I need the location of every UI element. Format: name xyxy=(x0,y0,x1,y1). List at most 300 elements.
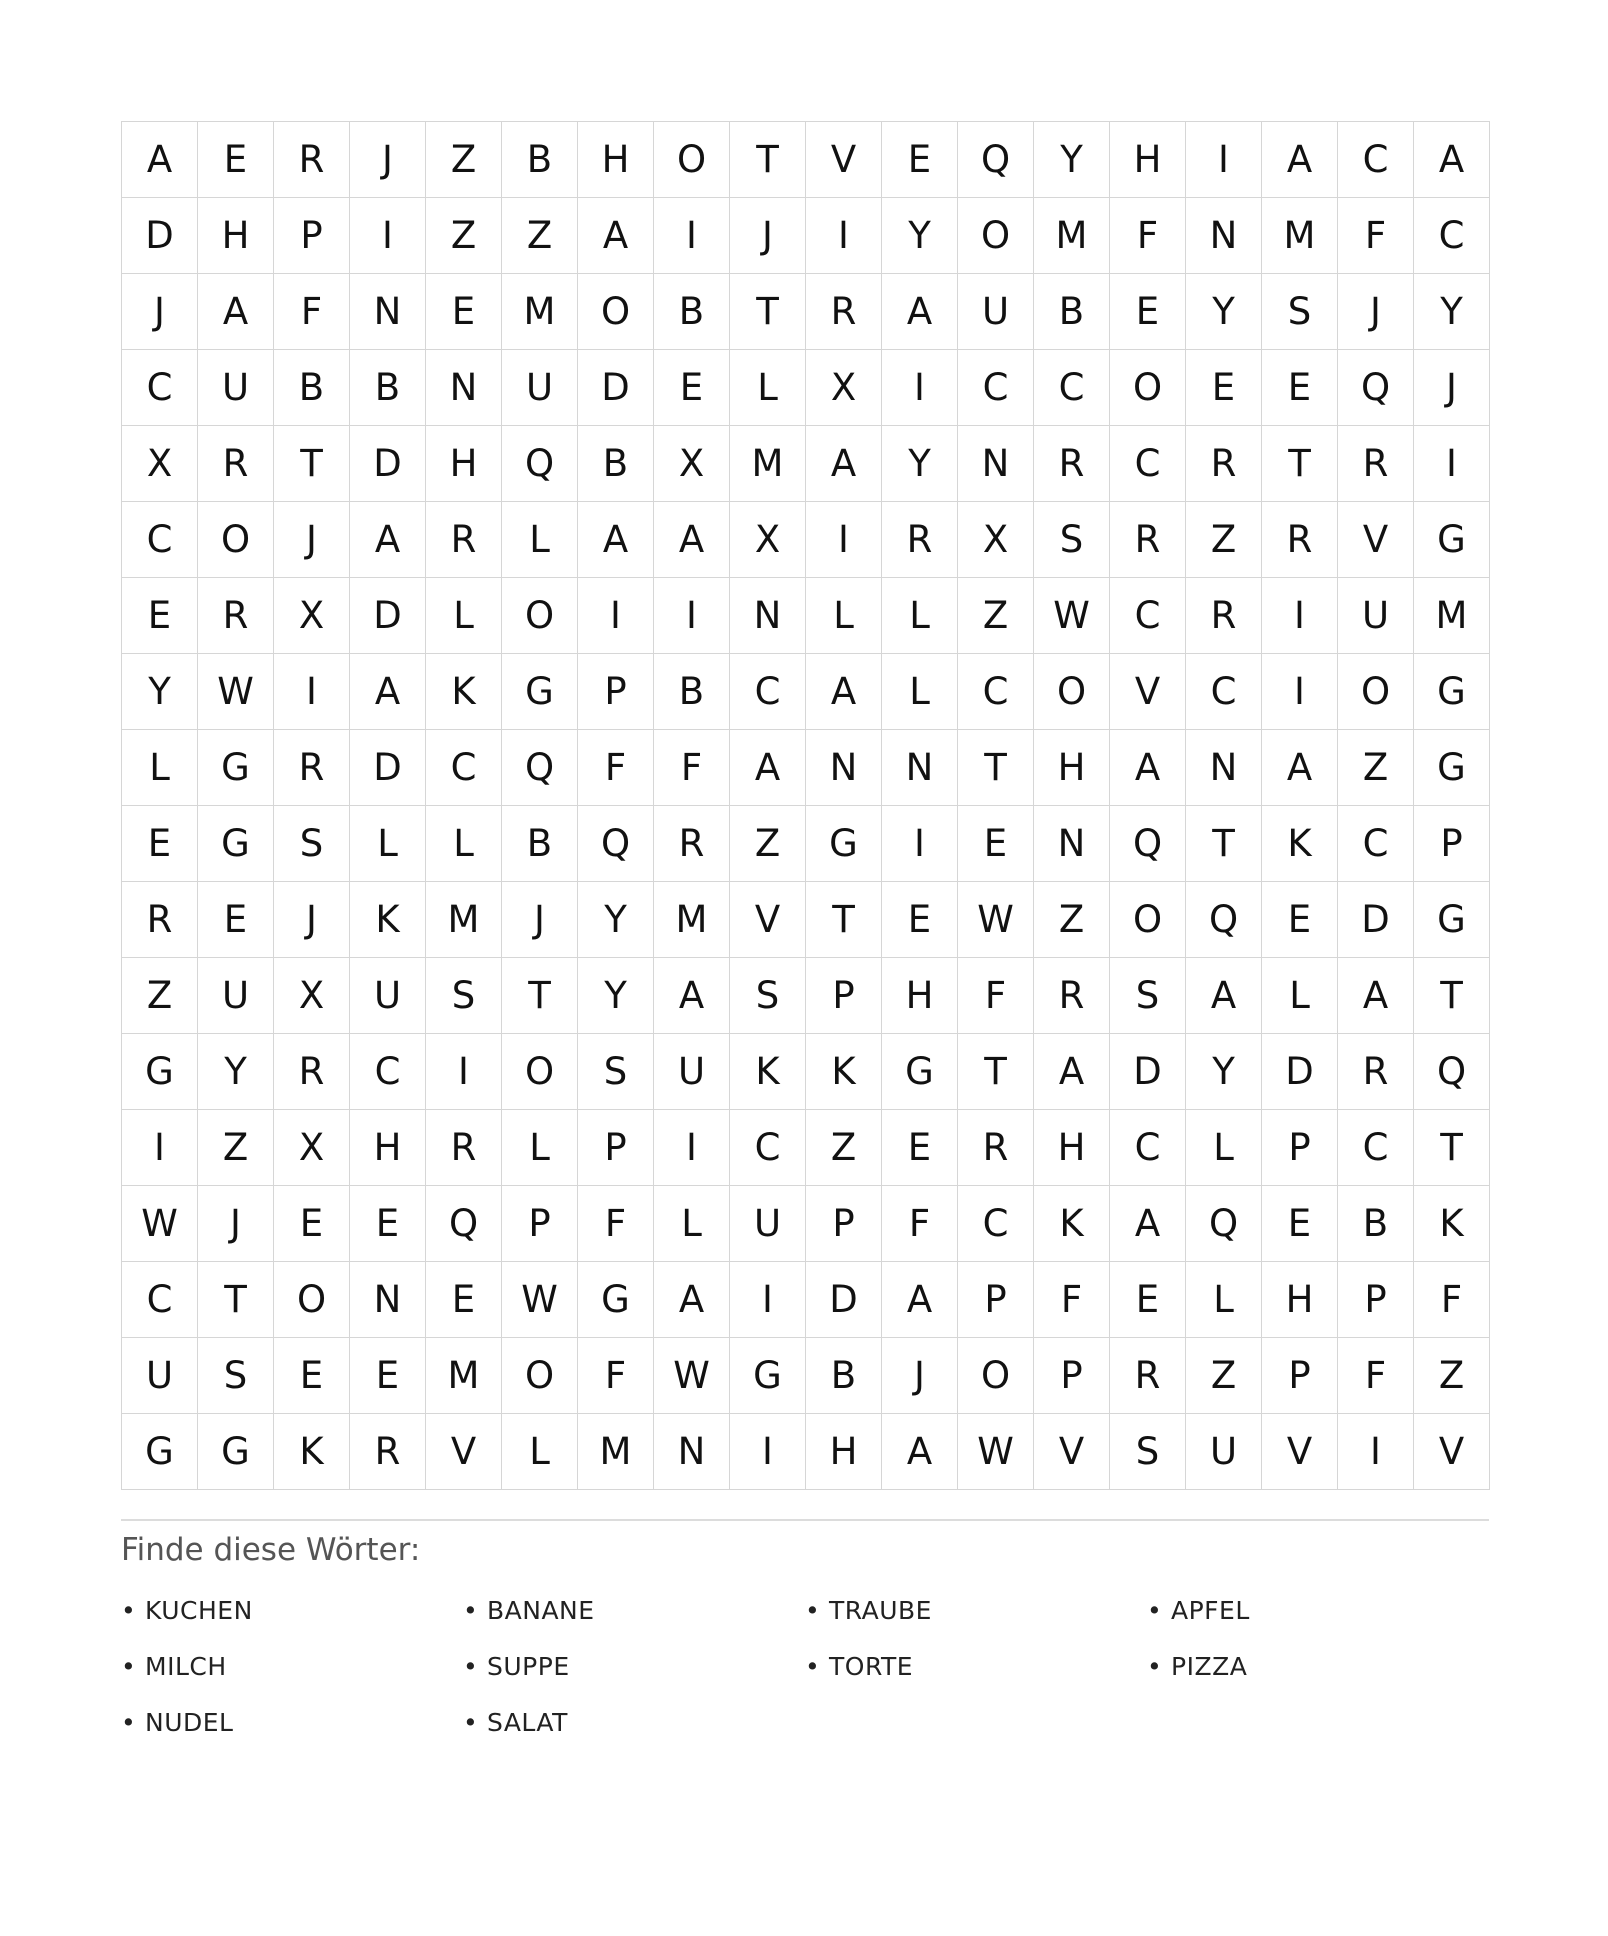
grid-cell[interactable]: Y xyxy=(122,654,198,730)
grid-cell[interactable]: A xyxy=(654,958,730,1034)
grid-cell[interactable]: R xyxy=(1034,958,1110,1034)
grid-cell[interactable]: V xyxy=(730,882,806,958)
grid-cell[interactable]: N xyxy=(1186,198,1262,274)
grid-cell[interactable]: C xyxy=(350,1034,426,1110)
grid-cell[interactable]: T xyxy=(274,426,350,502)
grid-cell[interactable]: G xyxy=(122,1414,198,1490)
grid-cell[interactable]: C xyxy=(1034,350,1110,426)
grid-cell[interactable]: X xyxy=(274,1110,350,1186)
grid-cell[interactable]: G xyxy=(502,654,578,730)
grid-cell[interactable]: Y xyxy=(1034,122,1110,198)
grid-cell[interactable]: A xyxy=(350,654,426,730)
grid-cell[interactable]: L xyxy=(1186,1110,1262,1186)
grid-cell[interactable]: N xyxy=(806,730,882,806)
grid-cell[interactable]: A xyxy=(122,122,198,198)
grid-cell[interactable]: I xyxy=(654,578,730,654)
grid-cell[interactable]: C xyxy=(1110,1110,1186,1186)
grid-cell[interactable]: M xyxy=(1034,198,1110,274)
grid-cell[interactable]: G xyxy=(198,806,274,882)
grid-cell[interactable]: E xyxy=(882,882,958,958)
grid-cell[interactable]: I xyxy=(730,1414,806,1490)
grid-cell[interactable]: F xyxy=(1034,1262,1110,1338)
grid-cell[interactable]: P xyxy=(578,1110,654,1186)
grid-cell[interactable]: R xyxy=(806,274,882,350)
grid-cell[interactable]: B xyxy=(1034,274,1110,350)
grid-cell[interactable]: C xyxy=(730,1110,806,1186)
grid-cell[interactable]: T xyxy=(502,958,578,1034)
grid-cell[interactable]: Y xyxy=(578,882,654,958)
grid-cell[interactable]: R xyxy=(1186,578,1262,654)
grid-cell[interactable]: Z xyxy=(122,958,198,1034)
grid-cell[interactable]: J xyxy=(882,1338,958,1414)
grid-cell[interactable]: C xyxy=(1110,426,1186,502)
grid-cell[interactable]: X xyxy=(122,426,198,502)
grid-cell[interactable]: R xyxy=(198,426,274,502)
grid-cell[interactable]: H xyxy=(1110,122,1186,198)
grid-cell[interactable]: K xyxy=(274,1414,350,1490)
grid-cell[interactable]: C xyxy=(1338,806,1414,882)
grid-cell[interactable]: J xyxy=(122,274,198,350)
grid-cell[interactable]: C xyxy=(1186,654,1262,730)
grid-cell[interactable]: J xyxy=(350,122,426,198)
grid-cell[interactable]: V xyxy=(1262,1414,1338,1490)
grid-cell[interactable]: G xyxy=(198,730,274,806)
grid-cell[interactable]: O xyxy=(578,274,654,350)
grid-cell[interactable]: I xyxy=(578,578,654,654)
grid-cell[interactable]: Z xyxy=(730,806,806,882)
grid-cell[interactable]: N xyxy=(1186,730,1262,806)
grid-cell[interactable]: R xyxy=(958,1110,1034,1186)
grid-cell[interactable]: D xyxy=(1262,1034,1338,1110)
grid-cell[interactable]: K xyxy=(1414,1186,1490,1262)
grid-cell[interactable]: J xyxy=(730,198,806,274)
grid-cell[interactable]: N xyxy=(730,578,806,654)
grid-cell[interactable]: T xyxy=(1414,1110,1490,1186)
grid-cell[interactable]: R xyxy=(1110,502,1186,578)
grid-cell[interactable]: I xyxy=(882,350,958,426)
grid-cell[interactable]: F xyxy=(882,1186,958,1262)
grid-cell[interactable]: X xyxy=(654,426,730,502)
grid-cell[interactable]: Y xyxy=(1414,274,1490,350)
grid-cell[interactable]: W xyxy=(958,882,1034,958)
grid-cell[interactable]: L xyxy=(882,654,958,730)
grid-cell[interactable]: Q xyxy=(958,122,1034,198)
grid-cell[interactable]: T xyxy=(958,1034,1034,1110)
grid-cell[interactable]: E xyxy=(1262,1186,1338,1262)
grid-cell[interactable]: F xyxy=(1110,198,1186,274)
grid-cell[interactable]: P xyxy=(274,198,350,274)
grid-cell[interactable]: V xyxy=(806,122,882,198)
grid-cell[interactable]: B xyxy=(806,1338,882,1414)
grid-cell[interactable]: A xyxy=(1338,958,1414,1034)
grid-cell[interactable]: H xyxy=(426,426,502,502)
grid-cell[interactable]: T xyxy=(958,730,1034,806)
grid-cell[interactable]: C xyxy=(1414,198,1490,274)
grid-cell[interactable]: I xyxy=(426,1034,502,1110)
grid-cell[interactable]: R xyxy=(1338,426,1414,502)
grid-cell[interactable]: R xyxy=(1262,502,1338,578)
grid-cell[interactable]: C xyxy=(958,350,1034,426)
grid-cell[interactable]: G xyxy=(882,1034,958,1110)
grid-cell[interactable]: E xyxy=(1262,350,1338,426)
grid-cell[interactable]: B xyxy=(654,654,730,730)
grid-cell[interactable]: X xyxy=(274,578,350,654)
grid-cell[interactable]: K xyxy=(426,654,502,730)
grid-cell[interactable]: E xyxy=(122,578,198,654)
grid-cell[interactable]: D xyxy=(1338,882,1414,958)
grid-cell[interactable]: M xyxy=(730,426,806,502)
grid-cell[interactable]: L xyxy=(426,806,502,882)
grid-cell[interactable]: W xyxy=(122,1186,198,1262)
grid-cell[interactable]: U xyxy=(502,350,578,426)
grid-cell[interactable]: S xyxy=(1110,958,1186,1034)
grid-cell[interactable]: A xyxy=(1110,1186,1186,1262)
grid-cell[interactable]: Q xyxy=(1186,882,1262,958)
grid-cell[interactable]: O xyxy=(274,1262,350,1338)
grid-cell[interactable]: F xyxy=(1338,1338,1414,1414)
grid-cell[interactable]: B xyxy=(502,122,578,198)
grid-cell[interactable]: C xyxy=(1338,122,1414,198)
grid-cell[interactable]: A xyxy=(1034,1034,1110,1110)
grid-cell[interactable]: Y xyxy=(882,426,958,502)
grid-cell[interactable]: U xyxy=(198,958,274,1034)
grid-cell[interactable]: A xyxy=(806,426,882,502)
grid-cell[interactable]: H xyxy=(882,958,958,1034)
grid-cell[interactable]: D xyxy=(578,350,654,426)
grid-cell[interactable]: S xyxy=(1110,1414,1186,1490)
grid-cell[interactable]: S xyxy=(1034,502,1110,578)
grid-cell[interactable]: I xyxy=(274,654,350,730)
grid-cell[interactable]: L xyxy=(502,502,578,578)
grid-cell[interactable]: H xyxy=(198,198,274,274)
grid-cell[interactable]: G xyxy=(1414,730,1490,806)
grid-cell[interactable]: A xyxy=(1186,958,1262,1034)
grid-cell[interactable]: R xyxy=(1034,426,1110,502)
grid-cell[interactable]: Z xyxy=(198,1110,274,1186)
grid-cell[interactable]: H xyxy=(1034,1110,1110,1186)
grid-cell[interactable]: E xyxy=(426,274,502,350)
grid-cell[interactable]: K xyxy=(1262,806,1338,882)
grid-cell[interactable]: A xyxy=(654,1262,730,1338)
grid-cell[interactable]: L xyxy=(502,1110,578,1186)
grid-cell[interactable]: F xyxy=(578,730,654,806)
grid-cell[interactable]: F xyxy=(654,730,730,806)
grid-cell[interactable]: F xyxy=(1338,198,1414,274)
grid-cell[interactable]: E xyxy=(426,1262,502,1338)
grid-cell[interactable]: A xyxy=(578,502,654,578)
grid-cell[interactable]: M xyxy=(578,1414,654,1490)
grid-cell[interactable]: M xyxy=(654,882,730,958)
grid-cell[interactable]: W xyxy=(1034,578,1110,654)
grid-cell[interactable]: E xyxy=(882,1110,958,1186)
grid-cell[interactable]: N xyxy=(350,1262,426,1338)
grid-cell[interactable]: Z xyxy=(426,198,502,274)
grid-cell[interactable]: A xyxy=(198,274,274,350)
grid-cell[interactable]: U xyxy=(1338,578,1414,654)
grid-cell[interactable]: E xyxy=(1110,274,1186,350)
grid-cell[interactable]: E xyxy=(1262,882,1338,958)
grid-cell[interactable]: Z xyxy=(1338,730,1414,806)
grid-cell[interactable]: V xyxy=(426,1414,502,1490)
grid-cell[interactable]: R xyxy=(274,1034,350,1110)
grid-cell[interactable]: G xyxy=(1414,502,1490,578)
grid-cell[interactable]: P xyxy=(806,958,882,1034)
grid-cell[interactable]: Q xyxy=(1186,1186,1262,1262)
grid-cell[interactable]: G xyxy=(1414,882,1490,958)
grid-cell[interactable]: H xyxy=(1034,730,1110,806)
grid-cell[interactable]: Q xyxy=(1110,806,1186,882)
grid-cell[interactable]: A xyxy=(1262,122,1338,198)
grid-cell[interactable]: I xyxy=(1414,426,1490,502)
grid-cell[interactable]: T xyxy=(198,1262,274,1338)
grid-cell[interactable]: E xyxy=(350,1186,426,1262)
grid-cell[interactable]: J xyxy=(274,882,350,958)
grid-cell[interactable]: F xyxy=(274,274,350,350)
grid-cell[interactable]: J xyxy=(198,1186,274,1262)
grid-cell[interactable]: N xyxy=(654,1414,730,1490)
grid-cell[interactable]: E xyxy=(122,806,198,882)
grid-cell[interactable]: N xyxy=(958,426,1034,502)
grid-cell[interactable]: U xyxy=(122,1338,198,1414)
grid-cell[interactable]: G xyxy=(122,1034,198,1110)
grid-cell[interactable]: Z xyxy=(426,122,502,198)
grid-cell[interactable]: B xyxy=(350,350,426,426)
grid-cell[interactable]: B xyxy=(1338,1186,1414,1262)
grid-cell[interactable]: N xyxy=(882,730,958,806)
grid-cell[interactable]: O xyxy=(1034,654,1110,730)
grid-cell[interactable]: C xyxy=(730,654,806,730)
grid-cell[interactable]: X xyxy=(730,502,806,578)
grid-cell[interactable]: H xyxy=(1262,1262,1338,1338)
grid-cell[interactable]: P xyxy=(1262,1338,1338,1414)
grid-cell[interactable]: L xyxy=(122,730,198,806)
grid-cell[interactable]: R xyxy=(426,502,502,578)
grid-cell[interactable]: Y xyxy=(578,958,654,1034)
grid-cell[interactable]: R xyxy=(654,806,730,882)
grid-cell[interactable]: O xyxy=(198,502,274,578)
grid-cell[interactable]: G xyxy=(1414,654,1490,730)
grid-cell[interactable]: S xyxy=(274,806,350,882)
grid-cell[interactable]: R xyxy=(274,730,350,806)
grid-cell[interactable]: L xyxy=(502,1414,578,1490)
grid-cell[interactable]: Q xyxy=(578,806,654,882)
grid-cell[interactable]: O xyxy=(958,198,1034,274)
grid-cell[interactable]: Y xyxy=(1186,274,1262,350)
grid-cell[interactable]: C xyxy=(122,502,198,578)
grid-cell[interactable]: O xyxy=(502,1338,578,1414)
grid-cell[interactable]: N xyxy=(1034,806,1110,882)
grid-cell[interactable]: N xyxy=(426,350,502,426)
grid-cell[interactable]: C xyxy=(958,1186,1034,1262)
grid-cell[interactable]: R xyxy=(882,502,958,578)
grid-cell[interactable]: L xyxy=(882,578,958,654)
grid-cell[interactable]: C xyxy=(122,350,198,426)
grid-cell[interactable]: O xyxy=(654,122,730,198)
grid-cell[interactable]: A xyxy=(1414,122,1490,198)
grid-cell[interactable]: E xyxy=(350,1338,426,1414)
grid-cell[interactable]: R xyxy=(350,1414,426,1490)
grid-cell[interactable]: R xyxy=(198,578,274,654)
grid-cell[interactable]: O xyxy=(1110,350,1186,426)
grid-cell[interactable]: Y xyxy=(882,198,958,274)
grid-cell[interactable]: P xyxy=(1414,806,1490,882)
grid-cell[interactable]: C xyxy=(1338,1110,1414,1186)
grid-cell[interactable]: C xyxy=(122,1262,198,1338)
grid-cell[interactable]: E xyxy=(274,1338,350,1414)
grid-cell[interactable]: P xyxy=(806,1186,882,1262)
grid-cell[interactable]: P xyxy=(1034,1338,1110,1414)
grid-cell[interactable]: T xyxy=(806,882,882,958)
grid-cell[interactable]: E xyxy=(274,1186,350,1262)
grid-cell[interactable]: I xyxy=(654,198,730,274)
grid-cell[interactable]: N xyxy=(350,274,426,350)
grid-cell[interactable]: G xyxy=(198,1414,274,1490)
grid-cell[interactable]: X xyxy=(958,502,1034,578)
grid-cell[interactable]: J xyxy=(502,882,578,958)
grid-cell[interactable]: Q xyxy=(1414,1034,1490,1110)
grid-cell[interactable]: T xyxy=(730,274,806,350)
grid-cell[interactable]: Z xyxy=(1186,1338,1262,1414)
grid-cell[interactable]: Y xyxy=(1186,1034,1262,1110)
grid-cell[interactable]: D xyxy=(122,198,198,274)
grid-cell[interactable]: B xyxy=(502,806,578,882)
grid-cell[interactable]: E xyxy=(882,122,958,198)
grid-cell[interactable]: K xyxy=(730,1034,806,1110)
grid-cell[interactable]: D xyxy=(350,578,426,654)
grid-cell[interactable]: L xyxy=(1262,958,1338,1034)
grid-cell[interactable]: S xyxy=(426,958,502,1034)
grid-cell[interactable]: P xyxy=(958,1262,1034,1338)
grid-cell[interactable]: M xyxy=(502,274,578,350)
grid-cell[interactable]: O xyxy=(1338,654,1414,730)
grid-cell[interactable]: O xyxy=(502,1034,578,1110)
grid-cell[interactable]: E xyxy=(1186,350,1262,426)
grid-cell[interactable]: Q xyxy=(1338,350,1414,426)
grid-cell[interactable]: F xyxy=(1414,1262,1490,1338)
grid-cell[interactable]: P xyxy=(578,654,654,730)
grid-cell[interactable]: Q xyxy=(502,730,578,806)
grid-cell[interactable]: B xyxy=(274,350,350,426)
grid-cell[interactable]: U xyxy=(654,1034,730,1110)
grid-cell[interactable]: L xyxy=(806,578,882,654)
grid-cell[interactable]: X xyxy=(806,350,882,426)
grid-cell[interactable]: T xyxy=(1414,958,1490,1034)
grid-cell[interactable]: A xyxy=(806,654,882,730)
grid-cell[interactable]: K xyxy=(1034,1186,1110,1262)
grid-cell[interactable]: U xyxy=(350,958,426,1034)
grid-cell[interactable]: H xyxy=(350,1110,426,1186)
grid-cell[interactable]: V xyxy=(1110,654,1186,730)
grid-cell[interactable]: I xyxy=(806,502,882,578)
grid-cell[interactable]: S xyxy=(1262,274,1338,350)
grid-cell[interactable]: F xyxy=(578,1186,654,1262)
grid-cell[interactable]: S xyxy=(730,958,806,1034)
grid-cell[interactable]: L xyxy=(350,806,426,882)
grid-cell[interactable]: O xyxy=(502,578,578,654)
grid-cell[interactable]: R xyxy=(1186,426,1262,502)
grid-cell[interactable]: Z xyxy=(1186,502,1262,578)
grid-cell[interactable]: V xyxy=(1338,502,1414,578)
grid-cell[interactable]: U xyxy=(958,274,1034,350)
grid-cell[interactable]: A xyxy=(882,274,958,350)
grid-cell[interactable]: A xyxy=(882,1414,958,1490)
grid-cell[interactable]: I xyxy=(350,198,426,274)
grid-cell[interactable]: V xyxy=(1034,1414,1110,1490)
grid-cell[interactable]: V xyxy=(1414,1414,1490,1490)
grid-cell[interactable]: R xyxy=(426,1110,502,1186)
grid-cell[interactable]: R xyxy=(274,122,350,198)
grid-cell[interactable]: R xyxy=(1338,1034,1414,1110)
grid-cell[interactable]: M xyxy=(426,882,502,958)
grid-cell[interactable]: T xyxy=(730,122,806,198)
grid-cell[interactable]: I xyxy=(1262,654,1338,730)
grid-cell[interactable]: Z xyxy=(1034,882,1110,958)
grid-cell[interactable]: A xyxy=(578,198,654,274)
grid-cell[interactable]: A xyxy=(1262,730,1338,806)
grid-cell[interactable]: B xyxy=(578,426,654,502)
grid-cell[interactable]: Q xyxy=(502,426,578,502)
grid-cell[interactable]: L xyxy=(730,350,806,426)
grid-cell[interactable]: E xyxy=(958,806,1034,882)
grid-cell[interactable]: G xyxy=(730,1338,806,1414)
grid-cell[interactable]: W xyxy=(958,1414,1034,1490)
grid-cell[interactable]: J xyxy=(1414,350,1490,426)
grid-cell[interactable]: Z xyxy=(1414,1338,1490,1414)
grid-cell[interactable]: Q xyxy=(426,1186,502,1262)
grid-cell[interactable]: X xyxy=(274,958,350,1034)
grid-cell[interactable]: W xyxy=(198,654,274,730)
grid-cell[interactable]: Z xyxy=(958,578,1034,654)
grid-cell[interactable]: D xyxy=(350,730,426,806)
grid-cell[interactable]: I xyxy=(882,806,958,882)
grid-cell[interactable]: A xyxy=(350,502,426,578)
grid-cell[interactable]: I xyxy=(654,1110,730,1186)
grid-cell[interactable]: H xyxy=(578,122,654,198)
grid-cell[interactable]: E xyxy=(198,122,274,198)
grid-cell[interactable]: A xyxy=(654,502,730,578)
grid-cell[interactable]: Z xyxy=(806,1110,882,1186)
grid-cell[interactable]: L xyxy=(654,1186,730,1262)
grid-cell[interactable]: I xyxy=(1186,122,1262,198)
grid-cell[interactable]: L xyxy=(1186,1262,1262,1338)
grid-cell[interactable]: E xyxy=(1110,1262,1186,1338)
grid-cell[interactable]: R xyxy=(1110,1338,1186,1414)
grid-cell[interactable]: D xyxy=(350,426,426,502)
grid-cell[interactable]: H xyxy=(806,1414,882,1490)
grid-cell[interactable]: Y xyxy=(198,1034,274,1110)
grid-cell[interactable]: U xyxy=(1186,1414,1262,1490)
grid-cell[interactable]: E xyxy=(654,350,730,426)
grid-cell[interactable]: B xyxy=(654,274,730,350)
grid-cell[interactable]: I xyxy=(1338,1414,1414,1490)
grid-cell[interactable]: F xyxy=(578,1338,654,1414)
grid-cell[interactable]: S xyxy=(578,1034,654,1110)
grid-cell[interactable]: P xyxy=(1338,1262,1414,1338)
grid-cell[interactable]: M xyxy=(1262,198,1338,274)
grid-cell[interactable]: S xyxy=(198,1338,274,1414)
grid-cell[interactable]: C xyxy=(426,730,502,806)
grid-cell[interactable]: U xyxy=(730,1186,806,1262)
grid-cell[interactable]: Z xyxy=(502,198,578,274)
grid-cell[interactable]: M xyxy=(1414,578,1490,654)
grid-cell[interactable]: M xyxy=(426,1338,502,1414)
grid-cell[interactable]: T xyxy=(1262,426,1338,502)
grid-cell[interactable]: A xyxy=(730,730,806,806)
grid-cell[interactable]: R xyxy=(122,882,198,958)
grid-cell[interactable]: I xyxy=(122,1110,198,1186)
grid-cell[interactable]: T xyxy=(1186,806,1262,882)
grid-cell[interactable]: K xyxy=(350,882,426,958)
